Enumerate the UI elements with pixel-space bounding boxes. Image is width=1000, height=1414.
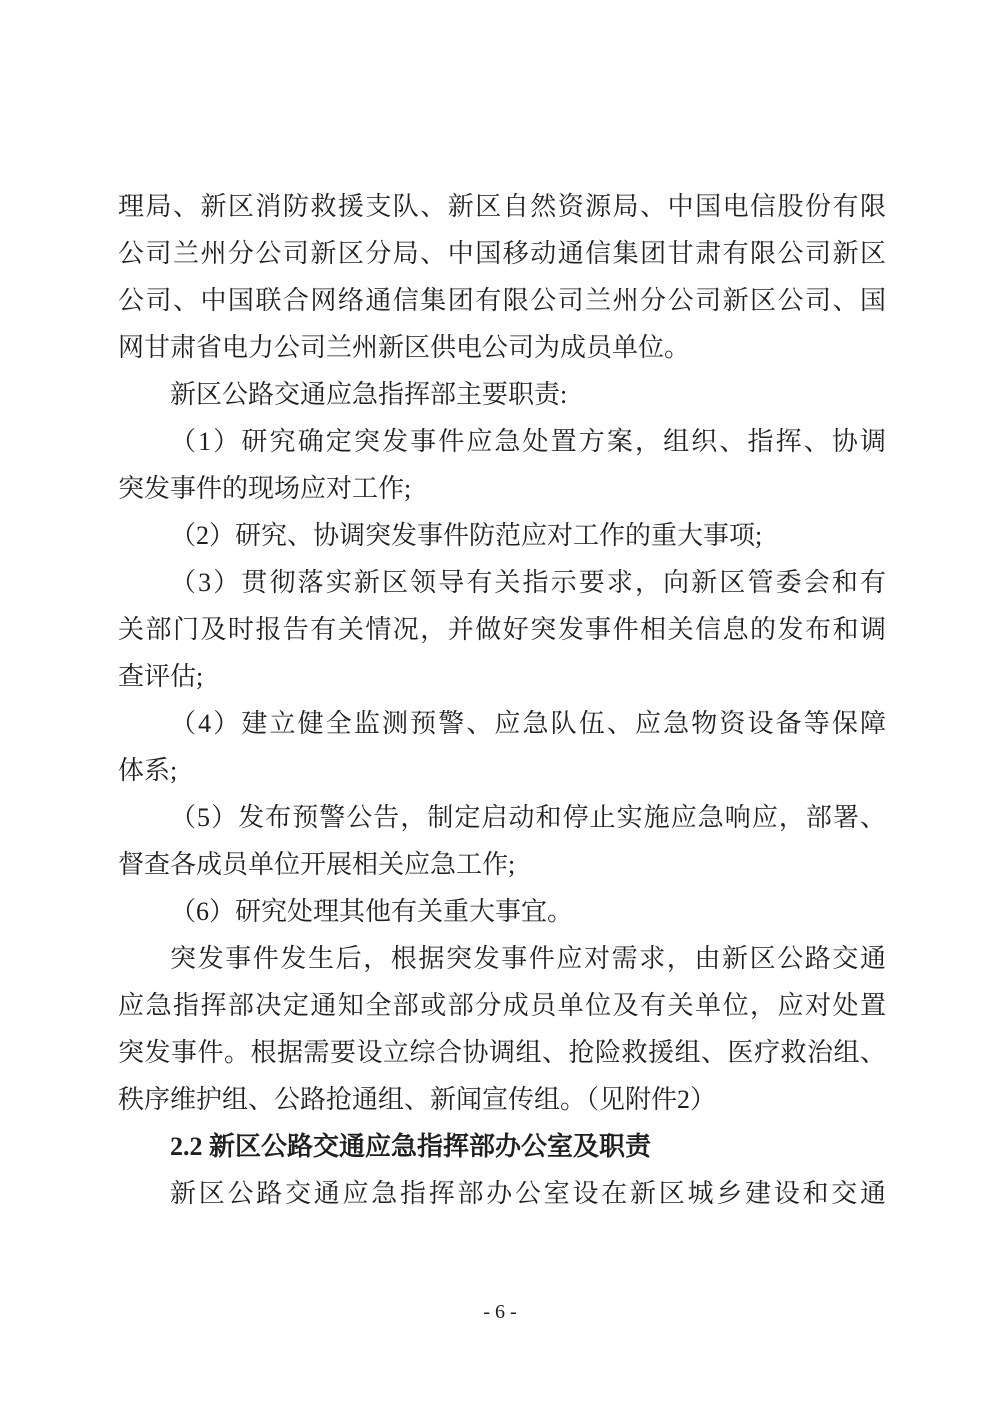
text-line: 突发事件的现场应对工作; xyxy=(118,474,412,503)
text-line: 关部门及时报告有关情况，并做好突发事件相关信息的发布和调 xyxy=(118,615,886,644)
text-line: 新区公路交通应急指挥部主要职责: xyxy=(170,380,568,409)
section-heading: 2.2 新区公路交通应急指挥部办公室及职责 xyxy=(170,1132,652,1161)
text-line: （4）建立健全监测预警、应急队伍、应急物资设备等保障 xyxy=(170,709,886,738)
text-line: 应急指挥部决定通知全部或部分成员单位及有关单位，应对处置 xyxy=(118,991,886,1020)
text-line: 查评估; xyxy=(118,662,204,691)
text-line: （6）研究处理其他有关重大事宜。 xyxy=(170,897,574,926)
text-line: 秩序维护组、公路抢通组、新闻宣传组。（见附件2） xyxy=(118,1085,717,1114)
text-line: （2）研究、协调突发事件防范应对工作的重大事项; xyxy=(170,521,763,550)
text-line: 督查各成员单位开展相关应急工作; xyxy=(118,850,516,879)
text-line: 公司、中国联合网络通信集团有限公司兰州分公司新区公司、国 xyxy=(118,286,886,315)
page-number: - 6 - xyxy=(483,1301,517,1323)
text-line: （5）发布预警公告，制定启动和停止实施应急响应，部署、 xyxy=(170,803,886,832)
text-line: （3）贯彻落实新区领导有关指示要求，向新区管委会和有 xyxy=(170,568,886,597)
text-line: 公司兰州分公司新区分局、中国移动通信集团甘肃有限公司新区 xyxy=(118,239,886,268)
document-body xyxy=(118,183,886,1217)
text-line: 突发事件。根据需要设立综合协调组、抢险救援组、医疗救治组、 xyxy=(118,1038,886,1067)
text-line: 体系; xyxy=(118,756,178,785)
text-line: 理局、新区消防救援支队、新区自然资源局、中国电信股份有限 xyxy=(118,192,886,221)
text-line: 网甘肃省电力公司兰州新区供电公司为成员单位。 xyxy=(118,333,691,362)
text-line: 新区公路交通应急指挥部办公室设在新区城乡建设和交通 xyxy=(170,1179,886,1208)
text-line: 突发事件发生后，根据突发事件应对需求，由新区公路交通 xyxy=(170,944,886,973)
text-line: （1）研究确定突发事件应急处置方案，组织、指挥、协调 xyxy=(170,427,886,456)
